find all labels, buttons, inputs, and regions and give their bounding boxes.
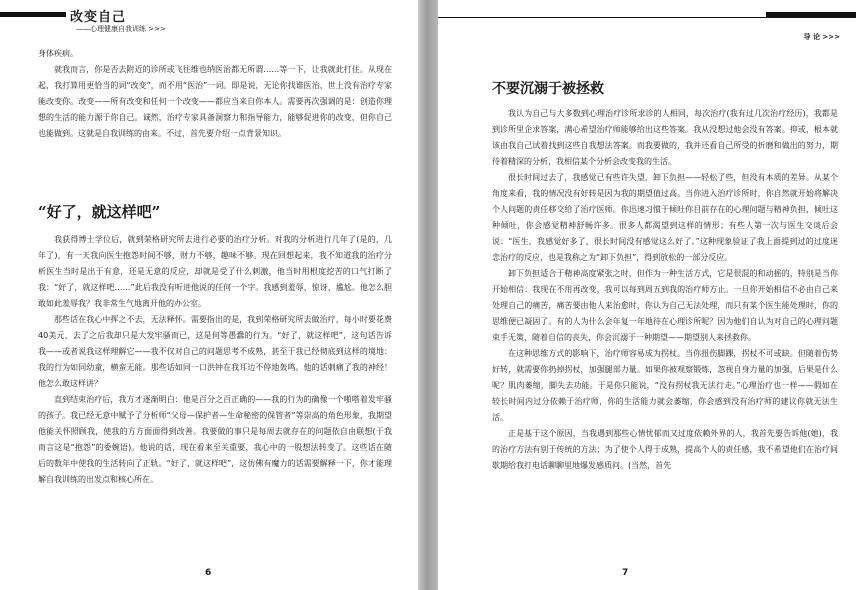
- paragraph: 就我而言，你是否去附近的诊所或飞往维也纳医治都无所谓……等一下，让我就此打住。从现在起，我打算用更恰当的词“改变”，而不用“医治”一词。即是说，无论你找谁医治，世上没有治疗专家能改变你。改变——所有改变和任何一个改变——都应当来自你本人。需要再次强调的是：创造你理想的生活的能力源于你自己。诚然，治疗专家具备洞察力和指导能力，能够促进你的改变，但你自己也能做到。这就是自我训练的由来。不过，首先要介绍一点背景知识。: [38, 65, 392, 138]
- page-number: 7: [622, 568, 629, 578]
- right-page: [438, 0, 856, 590]
- paragraph: 正是基于这个原因，当我遇到那些心情忧郁而又过度依赖外界的人，我首先要告诉他(她)，我的治疗方法有别于传统的方法；为了使个人得于成熟，提高个人的责任感，我不希望他们在治疗间歇期给我打电话聊聊里地爆发感质问。(当然，首先: [492, 429, 838, 470]
- paragraph: 我认为自己与大多数到心理治疗诊所求诊的人相同，每次治疗(我有过几次治疗经历)，我都是到诊所里企求答案，满心希望治疗师能够给出这些答案。我从没想过他会没有答案。抑或，根本就该由我自己试着找到这些自我想法答案。而我要做的，我并还看自己所受的折磨和做出的努力，期待着精深的分析，我相信某个分析会改变我的生活。: [492, 109, 838, 166]
- intro-text: [38, 46, 392, 142]
- paragraph: 我获得博士学位后，就到荣格研究所去进行必要的治疗分析。对我的分析进行几年了(是的，几年了)，有一天我向医生抱怨时间不够，财力不够，趣味不够。现在回想起来，我不知道我的治疗分析医生当时是出于有意，还是无意的反应，却就是受了什么刺激，他当时用根度挖苦的口气打断了我：“好了，就这样吧……”此后我没有听进他说的任何一个字。我感到羞辱、惊讶、尴尬。他怎么胆敢如此羞辱我？我非常生气地离开他的办公室。: [38, 235, 392, 308]
- section-text: [38, 232, 392, 488]
- section-heading: “好了，就这样吧”: [38, 203, 161, 221]
- paragraph: 那些话在我心中挥之不去，无法释怀。需要指出的是，我到荣格研究所去做治疗，每小时要花费40美元，去了之后我却只是大发牢骚而已，这是何等愚蠢的行为。“好了，就这样吧”，这句话告诉我——或者说我这样理解它——我不仅对自己的问题思考不成熟，甚至于我已经彻底到这样的境地：我的行为如同幼童，横蛮无能。那些话如同一口洪钟在我耳边不停地轰鸣。他的话刺痛了我的神经！他怎么敢这样讲？: [38, 315, 392, 388]
- chapter-label: 导 论 >>>: [803, 33, 840, 41]
- paragraph: 在这种思维方式的影响下，治疗师容易成为拐杖。当你扭伤脚踝，拐杖不可或缺。但随着伤势好转，就需要你扔掉拐杖，加强腿部力量。如果你被观察锻炼，忽视自身力量的加强，后果是什么呢？肌肉萎缩，脚失去功能。于是你只能说，“没有拐杖我无法行走。”心理治疗也一样——假如在较长时间内过分依赖于治疗师，你的生活能力就会萎缩，你会感到没有治疗师的建议你就无法生活。: [492, 349, 838, 422]
- left-page: [0, 0, 418, 590]
- paragraph: 直到结束治疗后，我方才逐渐明白：他是百分之百正确的——我的行为的确像一个啪嗒着发牢骚的孩子。我已经无意中赋予了分析师“父母—保护者—生命秘密的保管者”等崇高的角色形象，我期望他能关怀照顾我，使我的方方面面得到改善。我要做的事只是每周去就存在的问题依自由联想(于我而言这是“抱怨”的委婉语)。他说的话，现在看来至关重要，我心中的一股想法转变了。这些话在随后的数年中使我的生活转向了正轨。“好了，就这样吧”，这仿佛有魔力的话需要解释一下，你才能理解自我训练的出发点和核心所在。: [38, 395, 392, 484]
- section-heading: 不要沉溺于被拯救: [492, 81, 604, 97]
- book-subtitle: ——心理健康自我训练 >>>: [76, 25, 166, 33]
- paragraph: 很长时间过去了，我感觉已有些许失望，卸下负担——轻松了些，但没有本质的差异。从某个角度来看，我的情况没有好转是因为我的期望值过高。当你进入治疗诊所时，你自然就开始将解决个人问题的责任移交给了治疗医师。你迅速习惯于倾吐你目前存在的心理问题与精神负担，倾吐这种倾吐，你会感觉精神舒畅许多。很多人都渴望到这样的情形；有些人第一次与医生交谈后会说：“医生，我感觉好多了，很长时间没有感觉这么好了。”这种现象验证了我上面提到过的过度迷恋治疗的反应，也是我称之为“卸下负担”，得到放松的一部分反应。: [492, 173, 838, 262]
- book-gutter: [418, 0, 438, 590]
- header-bar: [0, 12, 66, 17]
- book-title: 改变自己: [70, 10, 127, 25]
- paragraph: 卸下负担适合于精神高度紧张之时，但作为一种生活方式，它是很混的和动摇的，特别是当你开始相信：我现在不用再改变，我可以每到周五到我的治疗师方止。一旦你开始相信不必由自己来处理自己的痛苦，痛苦要由他人来治愈时，你认为自己无法处理，而只有某个医生能处理时，你的思维便已凝固了。有的人为什么会年复一年地待在心理诊所呢？因为他们自认为对自己的心理问题束手无策，随着自信的丧失，你会沉溺于一种期望——期望别人来拯救你。: [492, 269, 838, 342]
- header-rule: [438, 17, 856, 18]
- section-text: [492, 106, 838, 474]
- header-bar: [766, 12, 856, 17]
- paragraph: 身体疾病。: [38, 49, 78, 58]
- page-number: 6: [205, 568, 212, 578]
